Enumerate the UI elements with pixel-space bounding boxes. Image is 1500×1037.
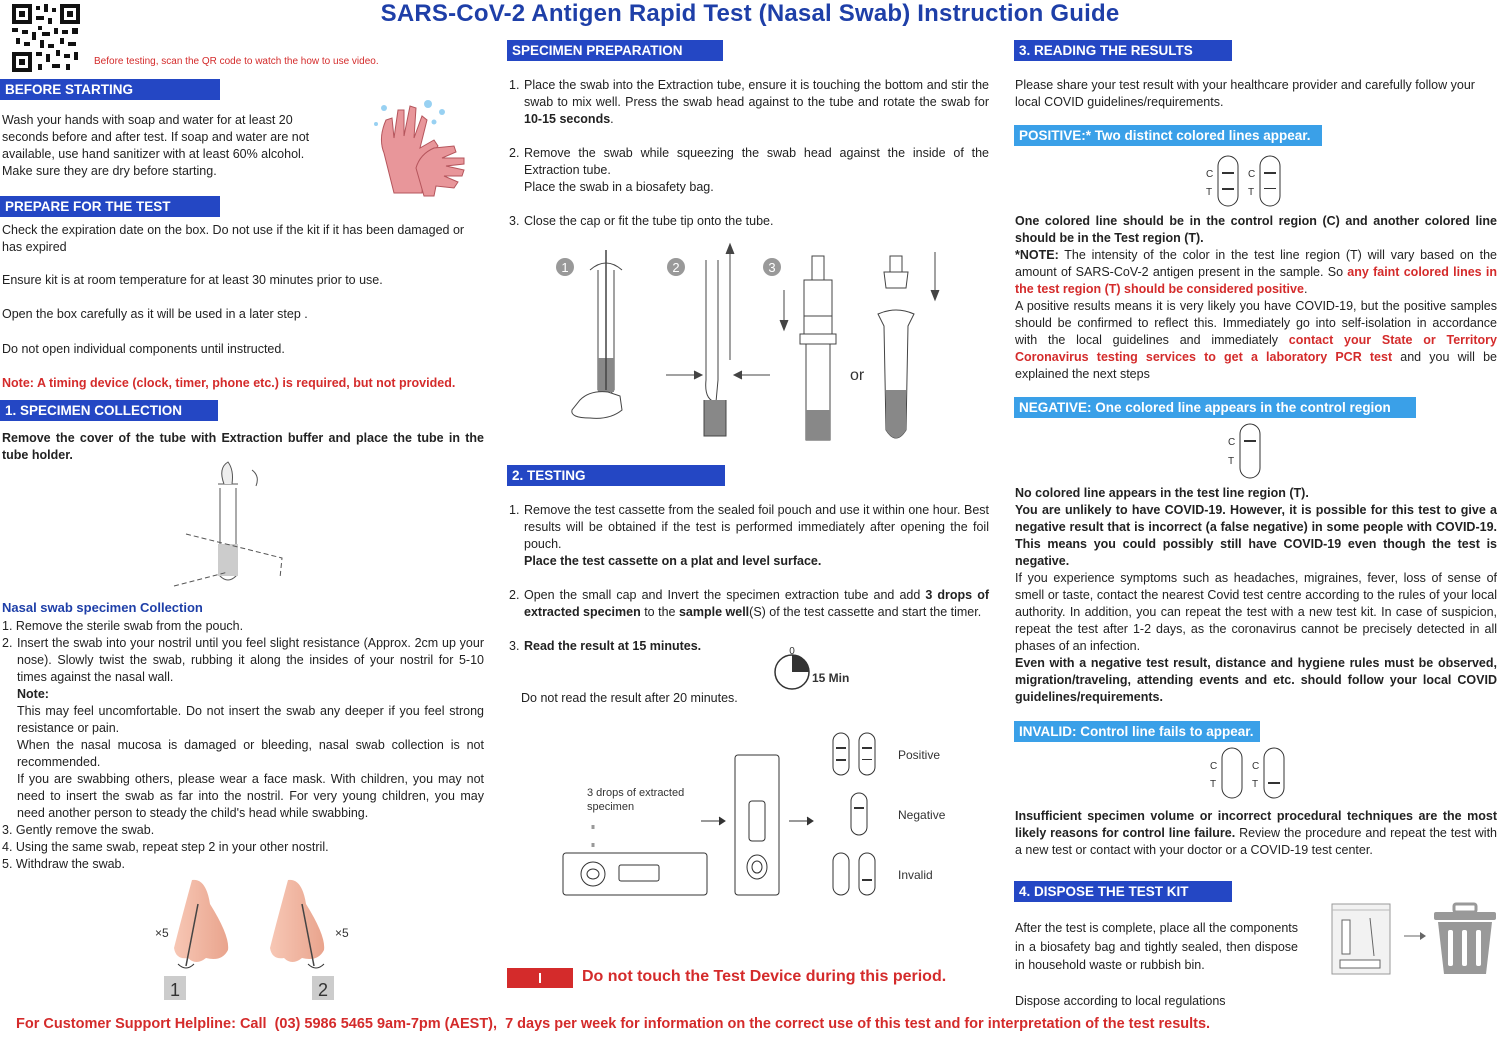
prep-fig-or: or bbox=[850, 367, 865, 384]
inv-t-2: T bbox=[1252, 779, 1259, 790]
nasal-note-1: This may feel uncomfortable. Do not insert the swab any deeper if you feel strong resistance or pain. bbox=[17, 704, 484, 735]
preparation-illustration bbox=[550, 240, 950, 450]
result-invalid-label: Invalid bbox=[898, 868, 933, 882]
collection-intro: Remove the cover of the tube with Extraction buffer and place the tube in the tube holder. bbox=[2, 431, 484, 462]
invalid-bold: Insufficient specimen volume or incorrect procedural techniques are the most likely reasons for control line failure. bbox=[1015, 809, 1497, 840]
timer-zero: 0 bbox=[789, 646, 795, 657]
warning-bar-icon bbox=[507, 968, 573, 988]
test-step-1a: Remove the test cassette from the sealed foil pouch and use it within one hour. Best results will be obtained if the test is performed immediately after opening the foil pouch. bbox=[524, 503, 989, 551]
prep-step-1b: 10-15 seconds bbox=[524, 112, 611, 126]
dispose-header: 4. DISPOSE THE TEST KIT bbox=[1014, 881, 1232, 902]
cassette-illustration bbox=[555, 725, 975, 905]
result-positive-label: Positive bbox=[898, 748, 941, 762]
dispose-text-2: Dispose according to local regulations bbox=[1015, 994, 1226, 1008]
nose-swab-illustration bbox=[150, 874, 360, 1004]
test-step-3: Read the result at 15 minutes. bbox=[524, 639, 702, 653]
nasal-step-1: Remove the sterile swab from the pouch. bbox=[15, 619, 244, 633]
test-step-1b: Place the test cassette on a plat and level surface. bbox=[524, 554, 822, 568]
pos-t-1: T bbox=[1206, 187, 1213, 198]
before-starting-text: Wash your hands with soap and water for at least 20 seconds before and after test. If soap and water are not available, use hand sanitizer with at least 60% alcohol. Make sure they are dry before starting. bbox=[2, 113, 310, 178]
nasal-steps: 1. Remove the sterile swab from the pouch. 2. Insert the swab into your nostril until you feel slight resistance (Approx. 2cm up your nose). Slowly twist the swab, rubbing it along the insides of your nostril for 5-10 times against the nasal wall. Note: This may feel uncomfortable. Do not insert the swab any deeper if you feel strong resistance or pain. When the nasal mucosa is damaged or bleeding, nasal swab collection is not recommended. If you are swabbing others, please wear a face mask. With children, you may not need to insert the swab as far into the nostril. For very young children, you may need another person to steady the child's head while swabbing. 3. Gently remove the swab. 4. Using the same swab, repeat step 2 in your other nostril. 5. Withdraw the swab. bbox=[2, 619, 484, 871]
nose-label-2: 2 bbox=[317, 980, 329, 1000]
inv-c-2: C bbox=[1252, 761, 1260, 772]
nasal-step-4: Using the same swab, repeat step 2 in your other nostril. bbox=[15, 840, 329, 854]
timer-icon bbox=[772, 642, 862, 694]
result-negative-label: Negative bbox=[898, 808, 946, 822]
positive-p2-red: contact your State or Territory Coronavirus testing services to get a laboratory PCR test bbox=[1015, 333, 1497, 364]
collection-header: 1. SPECIMEN COLLECTION bbox=[0, 400, 218, 421]
nose-label-1: 1 bbox=[169, 980, 181, 1000]
testing-header: 2. TESTING bbox=[507, 465, 725, 486]
neg-c: C bbox=[1228, 437, 1236, 448]
negative-header: NEGATIVE: One colored line appears in the control region (C). bbox=[1014, 397, 1416, 418]
test-step-2a: Open the small cap and Invert the specimen extraction tube and add bbox=[524, 588, 926, 602]
invalid-rest: Review the procedure and repeat the test with a new test or contact with your doctor or a COVID-19 test center. bbox=[1015, 826, 1498, 857]
nasal-title: Nasal swab specimen Collection bbox=[2, 600, 203, 615]
invalid-header: INVALID: Control line fails to appear. bbox=[1014, 721, 1260, 742]
qr-note: Before testing, scan the QR code to watch the how to use video. bbox=[94, 56, 379, 67]
test-step-2e: (S) of the test cassette and start the timer. bbox=[749, 605, 982, 619]
page-title: SARS-CoV-2 Antigen Rapid Test (Nasal Swab) Instruction Guide bbox=[380, 0, 1120, 27]
positive-cassette-icon bbox=[1200, 152, 1290, 212]
invalid-cassette-icon bbox=[1204, 744, 1294, 804]
nasal-step-3: Gently remove the swab. bbox=[15, 823, 155, 837]
test-step-2d: sample well bbox=[678, 605, 750, 619]
nose-times-2: ×5 bbox=[335, 926, 349, 940]
negative-cassette-icon bbox=[1222, 420, 1272, 482]
prep-step-2a: Remove the swab while squeezing the swab head against the inside of the Extraction tube. bbox=[524, 146, 989, 177]
prep-step-2b: Place the swab in a biosafety bag. bbox=[524, 180, 714, 194]
before-starting-header: BEFORE STARTING bbox=[0, 79, 220, 100]
negative-p3: If you experience symptoms such as headaches, migraines, fever, loss of sense of smell or taste, contact the nearest Covid test centre according to the rules of your local authority. In addition, you can repeat the test with a new test kit. In case of suspicion, repeat the test after 1-2 days, as the coronavirus cannot be precisely detected in all phases of an infection. bbox=[1015, 571, 1497, 653]
positive-p1: One colored line should be in the control region (C) and another colored line should be in the Test region (T). bbox=[1015, 214, 1497, 245]
reading-intro: Please share your test result with your healthcare provider and carefully follow your local COVID guidelines/requirements. bbox=[1015, 78, 1475, 109]
prep-fig-num-2: 2 bbox=[672, 260, 680, 275]
footer-helpline: For Customer Support Helpline: Call (03) 5986 5465 9am-7pm (AEST), 7 days per week for information on the correct use of this test and for interpretation of the test results. bbox=[16, 1016, 1211, 1032]
positive-note-label: *NOTE: bbox=[1015, 248, 1059, 262]
nose-times-1: ×5 bbox=[155, 926, 169, 940]
negative-text bbox=[1015, 485, 1497, 706]
nasal-step-5: Withdraw the swab. bbox=[15, 857, 125, 871]
prepare-note: Note: A timing device (clock, timer, phone etc.) is required, but not provided. bbox=[2, 376, 456, 390]
tube-holder-illustration bbox=[168, 458, 292, 590]
inv-t-1: T bbox=[1210, 779, 1217, 790]
inv-c-1: C bbox=[1210, 761, 1218, 772]
drops-label-1: 3 drops of extracted bbox=[587, 787, 685, 799]
nasal-note-3: If you are swabbing others, please wear a face mask. With children, you may not need to insert the swab as far into the nostril. For very young children, you may need another person to steady the child's head while swabbing. bbox=[17, 772, 484, 820]
testing-warning: Do not touch the Test Device during this period. bbox=[582, 968, 947, 985]
nasal-step-2: Insert the swab into your nostril until you feel slight resistance (Approx. 2cm up your nose). Slowly twist the swab, rubbing it along the insides of your nostril for 5-10 times against the nasal wall. bbox=[17, 636, 484, 684]
positive-header: POSITIVE:* Two distinct colored lines appear. bbox=[1014, 125, 1322, 146]
positive-note-end: . bbox=[1303, 282, 1308, 296]
positive-text bbox=[1015, 213, 1497, 383]
neg-t: T bbox=[1228, 456, 1235, 467]
prep-fig-num-3: 3 bbox=[768, 260, 776, 275]
qr-code[interactable] bbox=[12, 4, 80, 72]
prep-step-3: Close the cap or fit the tube tip onto the tube. bbox=[524, 214, 774, 228]
testing-no-read: Do not read the result after 20 minutes. bbox=[521, 691, 738, 705]
positive-p2a: A positive results means it is very likely you have COVID-19, but the positive samples should be confirmed to reflect this. Immediately go into self-isolation in accordance with the local guidelines and immediately bbox=[1015, 299, 1497, 347]
positive-note-red: any faint colored lines in the test region (T) should be considered positive bbox=[1015, 265, 1497, 296]
test-step-2c: to the bbox=[640, 605, 679, 619]
prepare-p1: Check the expiration date on the box. Do not use if the kit if it has been damaged or has expired bbox=[2, 223, 465, 254]
drops-label-2: specimen bbox=[587, 801, 635, 813]
hand-washing-icon bbox=[364, 98, 474, 204]
prep-fig-num-1: 1 bbox=[561, 260, 569, 275]
pos-t-2: T bbox=[1248, 187, 1255, 198]
prepare-p3: Open the box carefully as it will be used in a later step . bbox=[2, 307, 308, 321]
positive-note: The intensity of the color in the test line region (T) will vary based on the amount of SARS-CoV-2 antigen present in the sample. So bbox=[1015, 248, 1497, 279]
pos-c-1: C bbox=[1206, 169, 1214, 180]
prep-step-1c: . bbox=[610, 112, 614, 126]
testing-steps: 1. Remove the test cassette from the sealed foil pouch and use it within one hour. Best results will be obtained if the test is performed immediately after opening the foil pouch. Place the test cassette on a plat and level surface. 2. Open the small cap and Invert the specimen extraction tube and add 3 drops of extracted specimen to the sample well(S) of the test cassette and start the timer. 3. Read the result at 15 minutes. bbox=[509, 503, 989, 653]
negative-p1: No colored line appears in the test line region (T). bbox=[1015, 486, 1309, 500]
negative-p2: You are unlikely to have COVID-19. However, it is possible for this test to give a negative result that is incorrect (a false negative) in some people with COVID-19. This means you could possibly still have COVID-19 even though the test is negative. bbox=[1015, 503, 1497, 568]
test-step-2b: 3 drops of extracted specimen bbox=[524, 588, 989, 619]
timer-label: 15 Min bbox=[812, 671, 850, 685]
preparation-header: SPECIMEN PREPARATION bbox=[507, 40, 723, 61]
dispose-text: After the test is complete, place all the components in a biosafety bag and tightly sealed, then dispose in household waste or rubbish bin. bbox=[1015, 921, 1298, 972]
pos-c-2: C bbox=[1248, 169, 1256, 180]
negative-p4: Even with a negative test result, distance and hygiene rules must be observed, migration/traveling, attending events and etc. should follow your local COVID guidelines/requirements. bbox=[1015, 656, 1497, 704]
reading-header: 3. READING THE RESULTS bbox=[1014, 40, 1232, 61]
nasal-note-label: Note: bbox=[17, 687, 49, 701]
preparation-steps: 1. Place the swab into the Extraction tube, ensure it is touching the bottom and stir the swab to mix well. Press the swab head against to the tube and rotate the swab for 10-15 seconds. 2. Remove the swab while squeezing the swab head against the inside of the Extraction tube. Place the swab in a biosafety bag. 3. Close the cap or fit the tube tip onto the tube. bbox=[509, 78, 989, 228]
nasal-note-2: When the nasal mucosa is damaged or bleeding, nasal swab collection is not recommended. bbox=[17, 738, 484, 769]
positive-p2b: and you will be explained the next steps bbox=[1015, 350, 1497, 381]
prepare-p2: Ensure kit is at room temperature for at least 30 minutes prior to use. bbox=[2, 273, 383, 287]
prep-step-1a: Place the swab into the Extraction tube, ensure it is touching the bottom and stir the swab to mix well. Press the swab head against to the tube and rotate the swab for bbox=[524, 78, 989, 109]
prepare-p4: Do not open individual components until instructed. bbox=[2, 342, 285, 356]
biosafety-bag-icon bbox=[1330, 898, 1500, 978]
invalid-text bbox=[1015, 808, 1497, 859]
prepare-header: PREPARE FOR THE TEST bbox=[0, 196, 220, 217]
